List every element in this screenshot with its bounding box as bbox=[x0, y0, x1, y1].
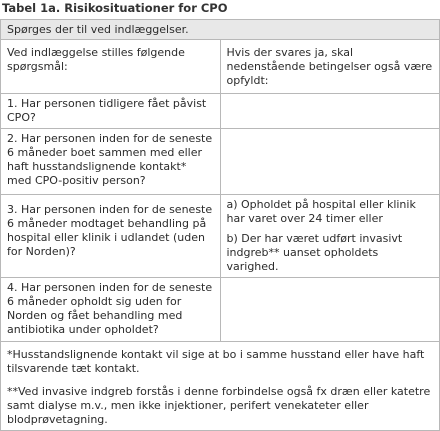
header-right: Hvis der svares ja, skal nedenstående betingelser også være opfyldt: bbox=[220, 40, 440, 94]
condition-cell-empty bbox=[220, 278, 440, 342]
table-row bbox=[1, 195, 440, 278]
question-3: 3. Har personen inden for de seneste 6 måneder modtaget behandling på hospital eller klinik i udlandet (uden for Norden)? bbox=[1, 195, 221, 278]
risk-table bbox=[0, 19, 440, 431]
question-1: 1. Har personen tidligere fået påvist CPO? bbox=[1, 94, 221, 129]
table-row bbox=[1, 278, 440, 342]
table-subtitle: Spørges der til ved indlæggelser. bbox=[1, 20, 440, 40]
condition-cell-empty bbox=[220, 94, 440, 129]
footnote-2: **Ved invasive indgreb forstås i denne forbindelse også fx dræn eller katetre samt dialyse m.v., men ikke injektioner, perifert venekateter eller blodprøvetagning. bbox=[7, 385, 431, 426]
header-left: Ved indlæggelse stilles følgende spørgsmål: bbox=[1, 40, 221, 94]
condition-b: b) Der har været udført invasivt indgreb** uanset opholdets varighed. bbox=[226, 232, 403, 273]
table-row bbox=[1, 94, 440, 129]
table-title: Tabel 1a. Risikosituationer for CPO bbox=[2, 1, 228, 15]
footnote-row bbox=[1, 342, 440, 431]
footnotes-cell bbox=[1, 342, 440, 431]
footnote-1: *Husstandslignende kontakt vil sige at bo i samme husstand eller have haft tilsvarende tæt kontakt. bbox=[7, 348, 425, 375]
question-4: 4. Har personen inden for de seneste 6 måneder opholdt sig uden for Norden og fået behandling med antibiotika under opholdet? bbox=[1, 278, 221, 342]
table-row bbox=[1, 129, 440, 195]
condition-cell-empty bbox=[220, 129, 440, 195]
question-2: 2. Har personen inden for de seneste 6 måneder boet sammen med eller haft husstandslignende kontakt* med CPO-positiv person? bbox=[1, 129, 221, 195]
header-row bbox=[1, 40, 440, 94]
condition-cell bbox=[220, 195, 440, 278]
subtitle-row bbox=[1, 20, 440, 40]
condition-a: a) Opholdet på hospital eller klinik har varet over 24 timer eller bbox=[226, 198, 416, 225]
